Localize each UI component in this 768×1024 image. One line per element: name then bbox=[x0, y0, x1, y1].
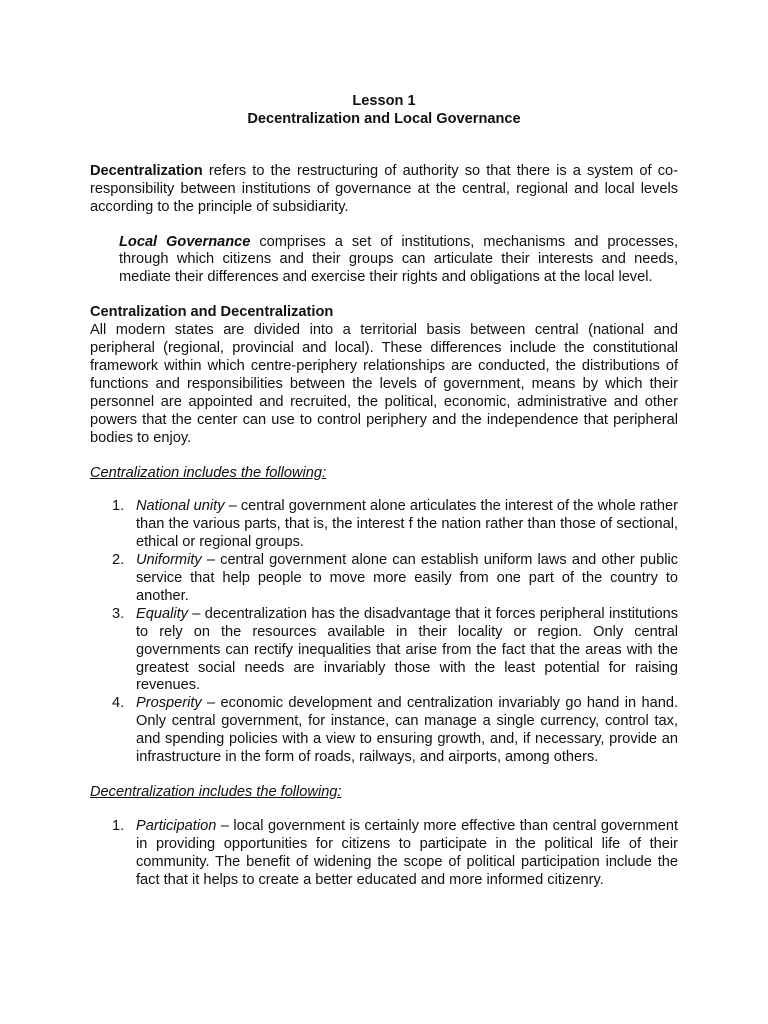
list-item: 1. National unity – central government alone articulates the interest of the whole rather than the various parts, that is, the interest f the nation rather than those of sectional, ethical or regional groups. bbox=[112, 498, 678, 551]
list-item-text: – economic development and centralization invariably go hand in hand. Only central government, for instance, can manage a single currency, control tax, and spending policies with a view to ensuring growth, and, if necessary, provide an infrastructure in the form of roads, railways, and airports, among others. bbox=[136, 695, 678, 766]
list-item-text: – decentralization has the disadvantage that it forces peripheral institutions to rely on the resources available in their locality or region. Only central governments can rectify inequalities that arise from the fact that the areas with the greatest social needs are invariably those with the least potential for raising revenues. bbox=[136, 605, 678, 694]
page-title: Decentralization and Local Governance bbox=[247, 110, 521, 127]
local-governance-text: comprises a set of institutions, mechanisms and processes, through which citizens and their groups can articulate their interests and needs, mediate their differences and exercise their rights and obligations at the local level. bbox=[119, 233, 679, 286]
centralization-list bbox=[90, 498, 678, 767]
title-block bbox=[90, 93, 678, 129]
list-item-text: – central government alone articulates the interest of the whole rather than the various parts, that is, the interest f the nation rather than those of sectional, ethical or regional groups. bbox=[136, 498, 678, 551]
list-item-term: Uniformity bbox=[136, 552, 202, 569]
decentralization-list bbox=[90, 818, 678, 890]
section-body: All modern states are divided into a territorial basis between central (national and peripheral (regional, provincial and local). These differences include the constitutional framework within which centre-periphery relationships are conducted, the distributions of functions and responsibilities between the levels of government, means by which their personnel are appointed and recruited, the political, economic, administrative and other powers that the center can use to control periphery and the independence that peripheral bodies to enjoy. bbox=[90, 322, 678, 446]
list-item: 1. Participation – local government is certainly more effective than central government in providing opportunities for citizens to participate in the political life of their community. The benefit of widening the scope of political participation include the fact that it helps to create a better educated and more informed citizenry. bbox=[112, 817, 678, 888]
definition-text: refers to the restructuring of authority so that there is a system of co-responsibility between institutions of governance at the central, regional and local levels according to the principle of subsidiarity. bbox=[90, 162, 678, 215]
centralization-intro: Centralization includes the following: bbox=[90, 464, 327, 481]
list-item: 2. Uniformity – central government alone can establish uniform laws and other public service that help people to move more easily from one part of the country to another. bbox=[112, 552, 678, 604]
list-item-term: Equality bbox=[136, 605, 188, 622]
list-item: 4. Prosperity – economic development and centralization invariably go hand in hand. Only central government, for instance, can manage a single currency, control tax, and spending policies with a view to ensuring growth, and, if necessary, provide an infrastructure in the form of roads, railways, and airports, among others. bbox=[112, 695, 678, 766]
list-item-term: National unity bbox=[136, 498, 225, 515]
definition-paragraph bbox=[90, 163, 678, 217]
section-heading: Centralization and Decentralization bbox=[90, 304, 334, 321]
local-governance-paragraph bbox=[119, 234, 678, 288]
list-item: 3. Equality – decentralization has the disadvantage that it forces peripheral institutions to rely on the resources available in their locality or region. Only central governments can rectify inequalities that arise from the fact that the areas with the greatest social needs are invariably those with the least potential for raising revenues. bbox=[112, 605, 678, 694]
local-governance-term: Local Governance bbox=[119, 233, 251, 250]
document-page bbox=[90, 93, 678, 907]
list-item-term: Participation bbox=[136, 817, 217, 834]
decentralization-intro: Decentralization includes the following: bbox=[90, 784, 342, 800]
lesson-label: Lesson 1 bbox=[352, 93, 416, 109]
list-item-text: – central government alone can establish uniform laws and other public service that help people to move more easily from one part of the country to another. bbox=[136, 552, 678, 604]
list-item-text: – local government is certainly more effective than central government in providing opportunities for citizens to participate in the political life of their community. The benefit of widening the scope of political participation include the fact that it helps to create a better educated and more informed citizenry. bbox=[136, 817, 678, 888]
list-item-term: Prosperity bbox=[136, 695, 202, 712]
definition-term: Decentralization bbox=[90, 162, 203, 179]
